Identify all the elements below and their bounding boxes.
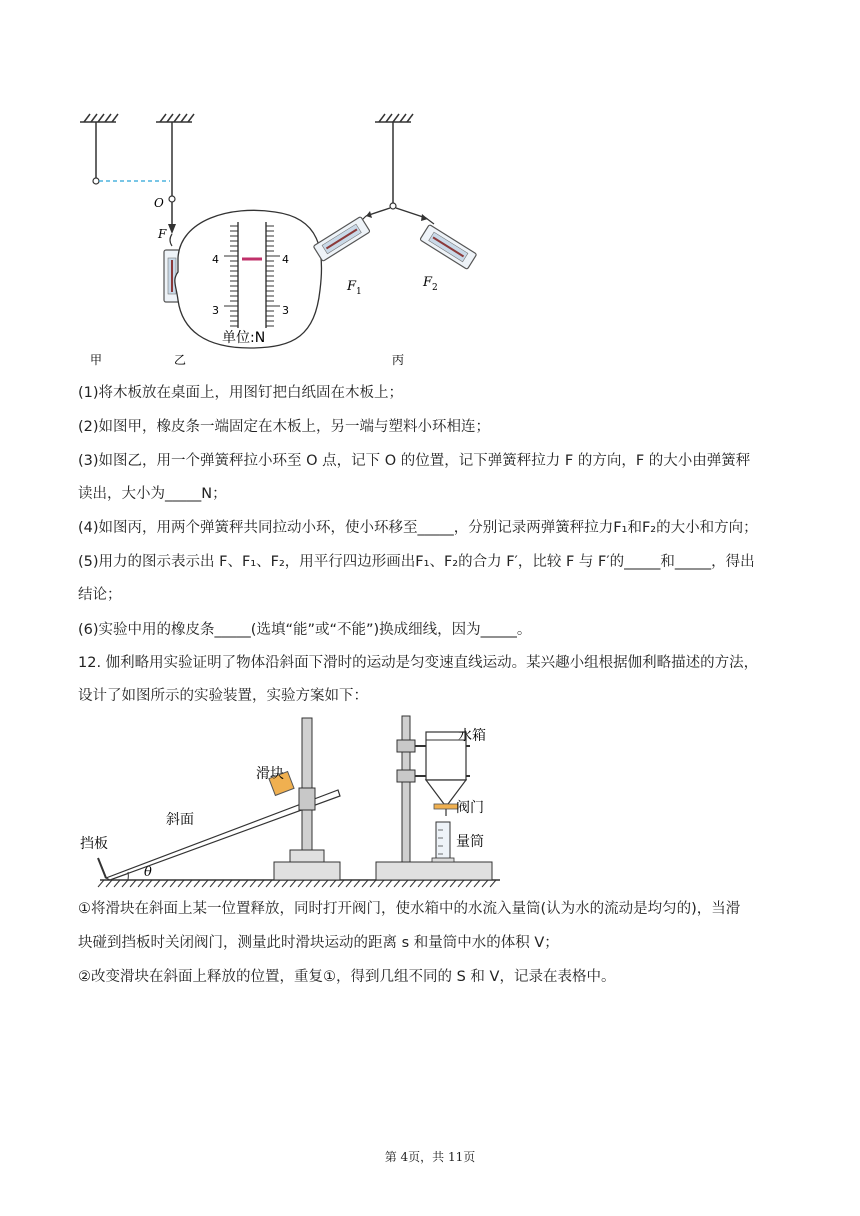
q12-intro-line2: 设计了如图所示的实验装置，实验方案如下：	[78, 688, 368, 704]
q11-step-3a: (3)如图乙，用一个弹簧秤拉小环至 O 点，记下 O 的位置，记下弹簧秤拉力 F 的方向，F 的大小由弹簧秤	[78, 453, 751, 469]
spring-scale-f1	[313, 216, 370, 261]
scale-right-3: 3	[282, 304, 289, 317]
f2-label: $F_2$	[423, 275, 438, 293]
force-arrow	[168, 224, 176, 234]
panel-label-jia: 甲	[90, 353, 103, 367]
q11-step-1: (1)将木板放在桌面上，用图钉把白纸固在木板上；	[78, 385, 404, 401]
page-footer: 第 4页，共 11页	[384, 1150, 476, 1164]
unit-label: 单位:N	[222, 330, 266, 346]
scale-left-3: 3	[212, 304, 219, 317]
scale-right-4: 4	[282, 253, 289, 266]
ceiling-bing	[375, 114, 413, 204]
force-experiment-figure	[70, 100, 590, 375]
f1-label: $F_1$	[347, 279, 362, 297]
q11-step-5b: 结论；	[78, 587, 122, 603]
panel-label-bing: 丙	[392, 353, 405, 367]
ring-jia	[93, 178, 99, 184]
q12-step2: ②改变滑块在斜面上释放的位置，重复①，得到几组不同的 S 和 V，记录在表格中。	[78, 969, 616, 985]
scale-left-4: 4	[212, 253, 219, 266]
q11-step-6: (6)实验中用的橡皮条_____(选填“能”或“不能”)换成细线，因为_____。	[78, 622, 532, 638]
ceiling-yi	[156, 114, 194, 196]
q11-step-4: (4)如图丙，用两个弹簧秤共同拉动小环，使小环移至_____，分别记录两弹簧秤拉力F₁和F₂的大小和方向；	[78, 520, 758, 536]
q11-step-3b: 读出，大小为_____N；	[78, 486, 227, 502]
magnified-view-outline	[175, 210, 322, 348]
point-o-label: O	[154, 196, 164, 210]
q12-step1-line1: ①将滑块在斜面上某一位置释放，同时打开阀门，使水箱中的水流入量筒(认为水的流动是均匀的)，当滑	[78, 901, 741, 917]
q12-intro-line1: 12. 伽利略用实验证明了物体沿斜面下滑时的运动是匀变速直线运动。某兴趣小组根据伽利略描述的方法，	[78, 655, 759, 671]
incline-label: 斜面	[166, 812, 194, 828]
ceiling-jia	[80, 114, 118, 180]
q12-step1-line2: 块碰到挡板时关闭阀门，测量此时滑块运动的距离 s 和量筒中水的体积 V；	[78, 935, 559, 951]
measuring-cylinder	[432, 822, 454, 862]
q11-step-2: (2)如图甲，橡皮条一端固定在木板上，另一端与塑料小环相连；	[78, 419, 491, 435]
q11-step-5a: (5)用力的图示表示出 F、F₁、F₂，用平行四边形画出F₁、F₂的合力 F′，比较 F 与 F′的_____和_____，得出	[78, 554, 755, 570]
valve-label: 阀门	[456, 800, 484, 816]
force-f-label: F	[158, 227, 167, 241]
tank-label: 水箱	[458, 728, 486, 744]
incline-experiment-figure	[70, 708, 520, 888]
cylinder-label: 量筒	[456, 834, 484, 850]
baffle-label: 挡板	[80, 836, 108, 852]
spring-scale-f2	[420, 224, 477, 269]
slider-label: 滑块	[256, 766, 284, 782]
ring-o	[169, 196, 175, 202]
ring-bing	[390, 203, 396, 209]
panel-label-yi: 乙	[174, 353, 187, 367]
baffle	[98, 858, 106, 878]
angle-label: θ	[144, 865, 152, 880]
valve	[434, 804, 458, 816]
